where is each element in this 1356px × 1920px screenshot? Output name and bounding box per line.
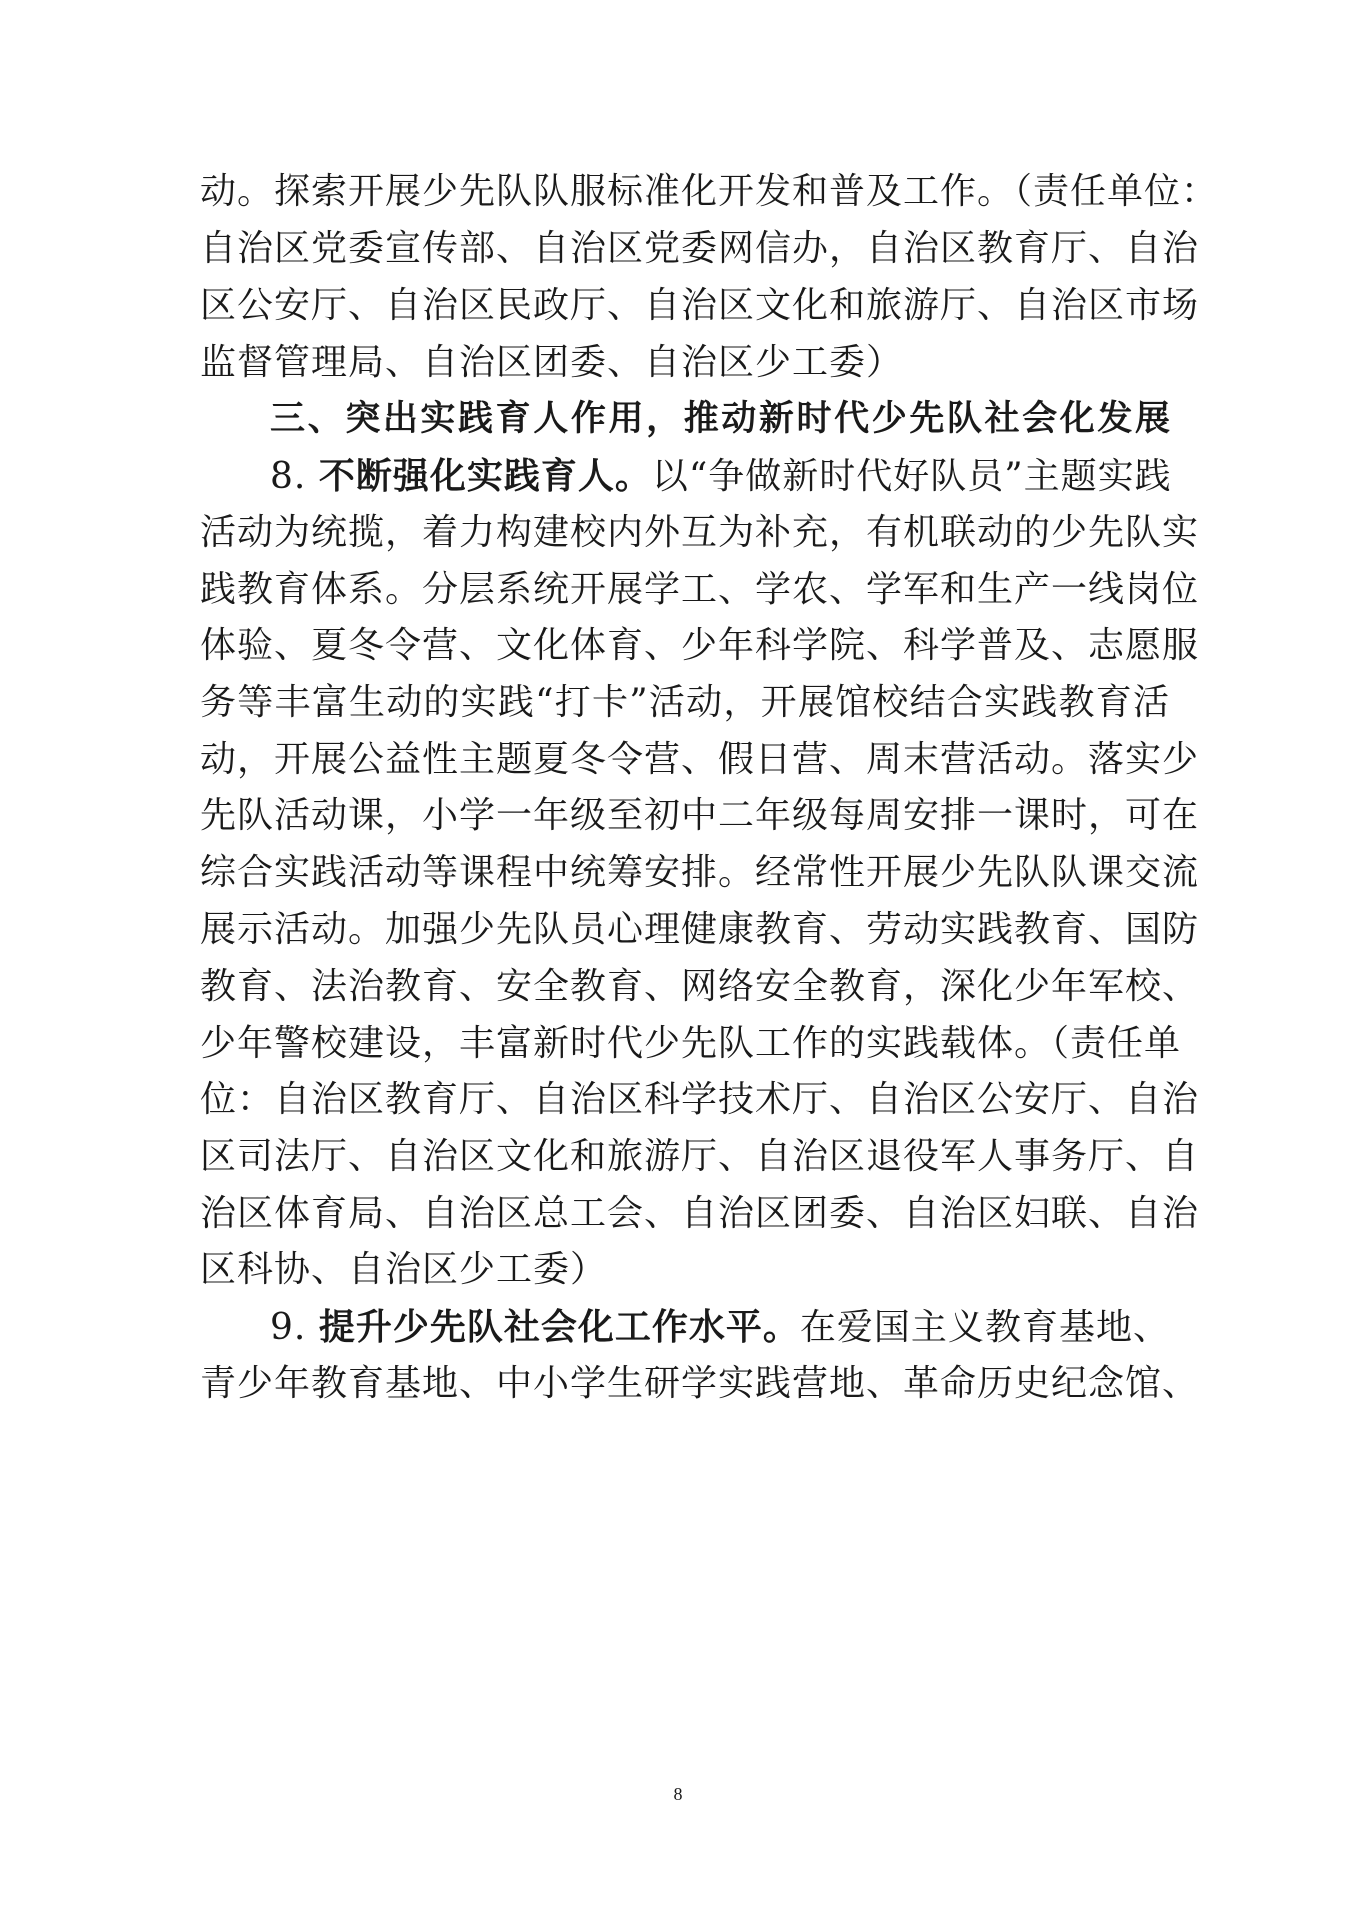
item-9-title: 提升少先队社会化工作水平。 <box>318 1306 800 1348</box>
text-line: 区公安厅、自治区民政厅、自治区文化和旅游厅、自治区市场 <box>200 285 1200 326</box>
text-line: 监督管理局、自治区团委、自治区少工委） <box>200 342 904 383</box>
text-line: 体验、夏冬令营、文化体育、少年科学院、科学普及、志愿服 <box>200 625 1200 666</box>
text-line: 动，开展公益性主题夏冬令营、假日营、周末营活动。落实少 <box>200 739 1200 780</box>
text-line: 治区体育局、自治区总工会、自治区团委、自治区妇联、自治 <box>200 1193 1200 1234</box>
item-8-title: 不断强化实践育人。 <box>318 455 652 497</box>
item-9-first-line-text: 在爱国主义教育基地、 <box>799 1307 1170 1348</box>
item-8-number: 8. <box>270 456 307 497</box>
text-line: 少年警校建设，丰富新时代少先队工作的实践载体。（责任单 <box>200 1023 1182 1064</box>
text-line: 位：自治区教育厅、自治区科学技术厅、自治区公安厅、自治 <box>200 1079 1200 1120</box>
text-line: 展示活动。加强少先队员心理健康教育、劳动实践教育、国防 <box>200 909 1200 950</box>
text-line: 青少年教育基地、中小学生研学实践营地、革命历史纪念馆、 <box>200 1363 1200 1404</box>
text-line: 先队活动课，小学一年级至初中二年级每周安排一课时，可在 <box>200 795 1200 836</box>
page-number: 8 <box>673 1784 683 1804</box>
text-line: 教育、法治教育、安全教育、网络安全教育，深化少年军校、 <box>200 966 1200 1007</box>
item-8-first-line <box>270 456 1170 497</box>
item-9-number: 9. <box>270 1307 307 1348</box>
text-line: 区司法厅、自治区文化和旅游厅、自治区退役军人事务厅、自 <box>200 1136 1200 1177</box>
text-line: 活动为统揽，着力构建校内外互为补充，有机联动的少先队实 <box>200 512 1200 553</box>
item-8-first-line-text: 以“争做新时代好队员”主题实践 <box>651 456 1172 497</box>
item-9-first-line <box>270 1307 1170 1348</box>
text-line: 综合实践活动等课程中统筹安排。经常性开展少先队队课交流 <box>200 852 1200 893</box>
text-line: 自治区党委宣传部、自治区党委网信办，自治区教育厅、自治 <box>200 228 1200 269</box>
text-line: 动。探索开展少先队队服标准化开发和普及工作。（责任单位： <box>200 171 1219 212</box>
text-line: 践教育体系。分层系统开展学工、学农、学军和生产一线岗位 <box>200 569 1200 610</box>
text-line: 区科协、自治区少工委） <box>200 1249 608 1290</box>
text-line: 务等丰富生动的实践“打卡”活动，开展馆校结合实践教育活 <box>200 682 1170 723</box>
section-heading: 三、突出实践育人作用，推动新时代少先队社会化发展 <box>270 399 1170 439</box>
